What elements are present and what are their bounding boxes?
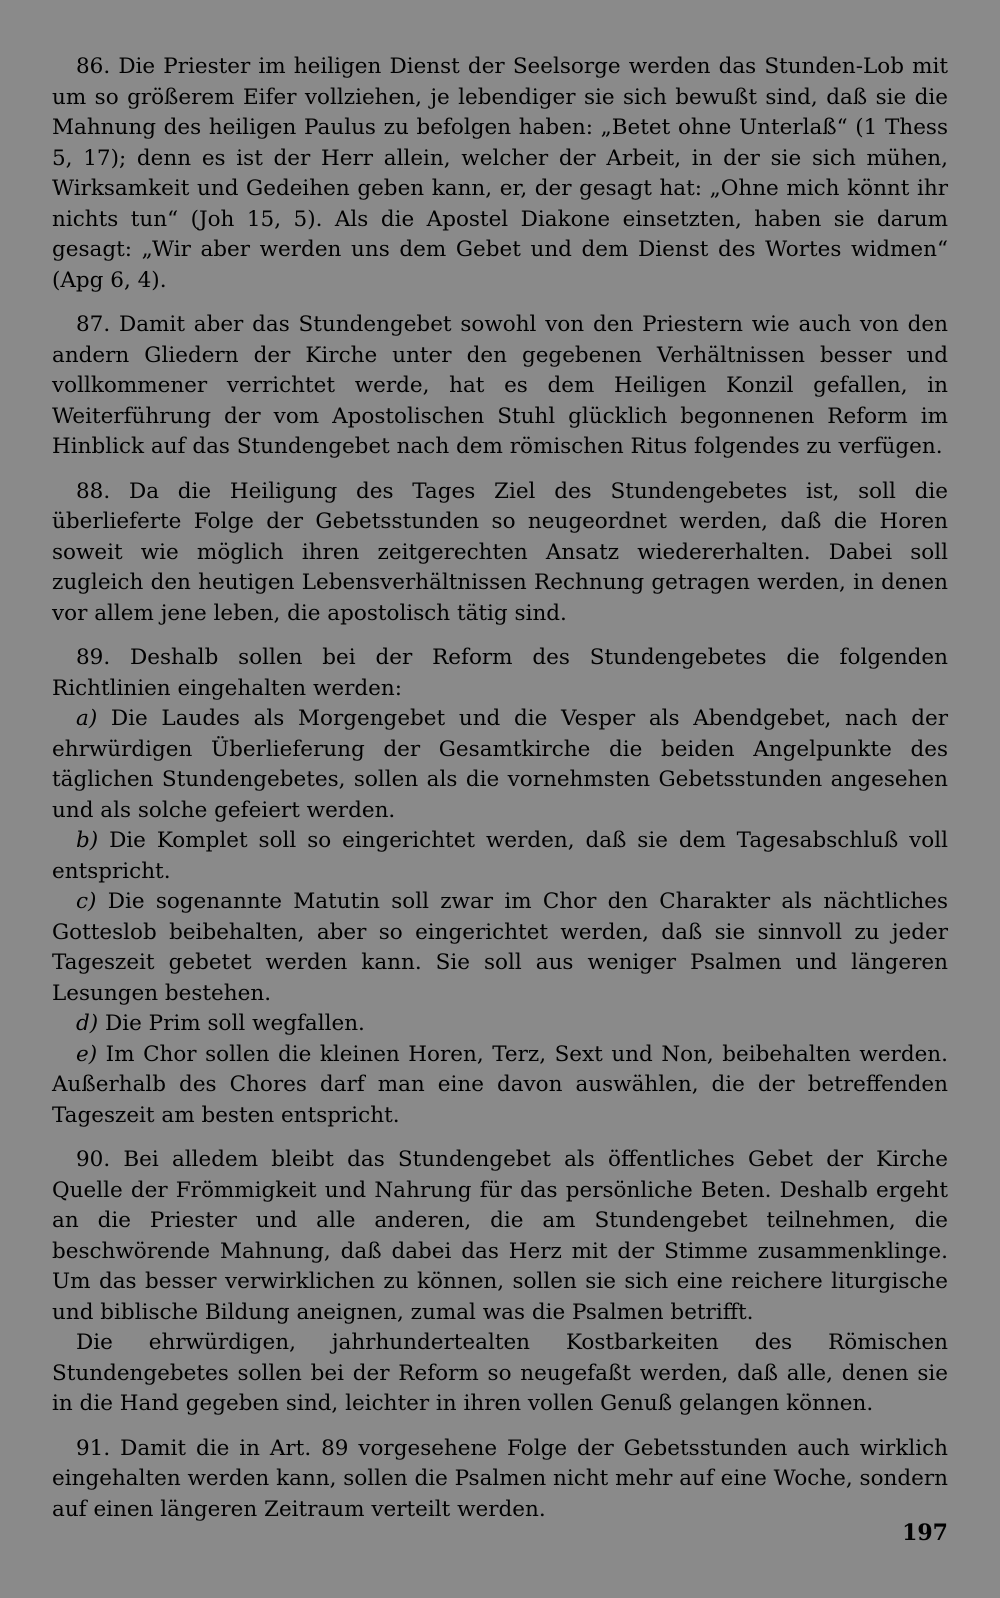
paragraph-89-intro: 89. Deshalb sollen bei der Reform des Stundengebetes die folgenden Richtlinien eingehalten werden:	[52, 645, 948, 701]
paragraph-89-item-a	[52, 704, 948, 826]
document-page	[52, 52, 948, 1539]
item-letter: c)	[76, 889, 97, 914]
item-letter: d)	[76, 1011, 99, 1036]
paragraph-88: 88. Da die Heiligung des Tages Ziel des Stundengebetes ist, soll die überlieferte Folge der Gebetsstunden so neugeordnet werden, daß die Horen soweit wie möglich ihren zeitgerechten Ansatz wiedererhalten. Dabei soll zugleich den heutigen Lebensverhältnissen Rechnung getragen werden, in denen vor allem jene leben, die apostolisch tätig sind.	[52, 478, 948, 626]
page-number: 197	[902, 1520, 948, 1546]
paragraph-90-continued: Die ehrwürdigen, jahrhundertealten Kostbarkeiten des Römischen Stundengebetes sollen bei der Reform so neugefaßt werden, daß alle, denen sie in die Hand gegeben sind, leichter in ihren vollen Genuß gelangen können.	[52, 1330, 948, 1416]
paragraph-89-item-c	[52, 887, 948, 1009]
paragraph-90: 90. Bei alledem bleibt das Stundengebet als öffentliches Gebet der Kirche Quelle der Frömmigkeit und Nahrung für das persönliche Beten. Deshalb ergeht an die Priester und alle anderen, die am Stundengebet teilnehmen, die beschwörende Mahnung, daß dabei das Herz mit der Stimme zusammenklinge. Um das besser verwirklichen zu können, sollen sie sich eine reichere liturgische und biblische Bildung aneignen, zumal was die Psalmen betrifft.	[52, 1147, 948, 1325]
paragraph-91: 91. Damit die in Art. 89 vorgesehene Folge der Gebetsstunden auch wirklich eingehalten werden kann, sollen die Psalmen nicht mehr auf eine Woche, sondern auf einen längeren Zeitraum verteilt werden.	[52, 1435, 948, 1522]
item-text: Die Komplet soll so eingerichtet werden, daß sie dem Tagesabschluß voll entspricht.	[52, 828, 948, 884]
item-text: Die sogenannte Matutin soll zwar im Chor den Charakter als nächtliches Gotteslob beibehalten, aber so eingerichtet werden, daß sie sinnvoll zu jeder Tageszeit gebetet werden kann. Sie soll aus weniger Psalmen und längeren Lesungen bestehen.	[52, 889, 948, 1006]
paragraph-89-item-d	[52, 1009, 948, 1040]
paragraph-87: 87. Damit aber das Stundengebet sowohl von den Priestern wie auch von den andern Gliedern der Kirche unter den gegebenen Verhältnissen besser und vollkommener verrichtet werde, hat es dem Heiligen Konzil gefallen, in Weiterführung der vom Apostolischen Stuhl glücklich begonnenen Reform im Hinblick auf das Stundengebet nach dem römischen Ritus folgendes zu verfügen.	[52, 312, 948, 459]
item-letter: b)	[76, 828, 99, 853]
paragraph-89-item-b	[52, 826, 948, 887]
item-letter: e)	[76, 1041, 98, 1067]
item-text: Die Laudes als Morgengebet und die Vesper als Abendgebet, nach der ehrwürdigen Überlieferung der Gesamtkirche die beiden Angelpunkte des täglichen Stundengebetes, sollen als die vornehmsten Gebetsstunden angesehen und als solche gefeiert werden.	[52, 706, 948, 823]
item-letter: a)	[76, 706, 98, 731]
item-text: Die Prim soll wegfallen.	[98, 1011, 365, 1036]
paragraph-89-item-e	[52, 1040, 948, 1132]
paragraph-86: 86. Die Priester im heiligen Dienst der Seelsorge werden das Stunden-Lob mit um so größerem Eifer vollziehen, je lebendiger sie sich bewußt sind, daß sie die Mahnung des heiligen Paulus zu befolgen haben: „Betet ohne Unterlaß“ (1 Thess 5, 17); denn es ist der Herr allein, welcher der Arbeit, in der sie sich mühen, Wirksamkeit und Gedeihen geben kann, er, der gesagt hat: „Ohne mich könnt ihr nichts tun“ (Joh 15, 5). Als die Apostel Diakone einsetzten, haben sie darum gesagt: „Wir aber werden uns dem Gebet und dem Dienst des Wortes widmen“ (Apg 6, 4).	[52, 54, 948, 293]
item-text: Im Chor sollen die kleinen Horen, Terz, Sext und Non, beibehalten werden. Außerhalb des Chores darf man eine davon auswählen, die der betreffenden Tageszeit am besten entspricht.	[52, 1041, 948, 1128]
